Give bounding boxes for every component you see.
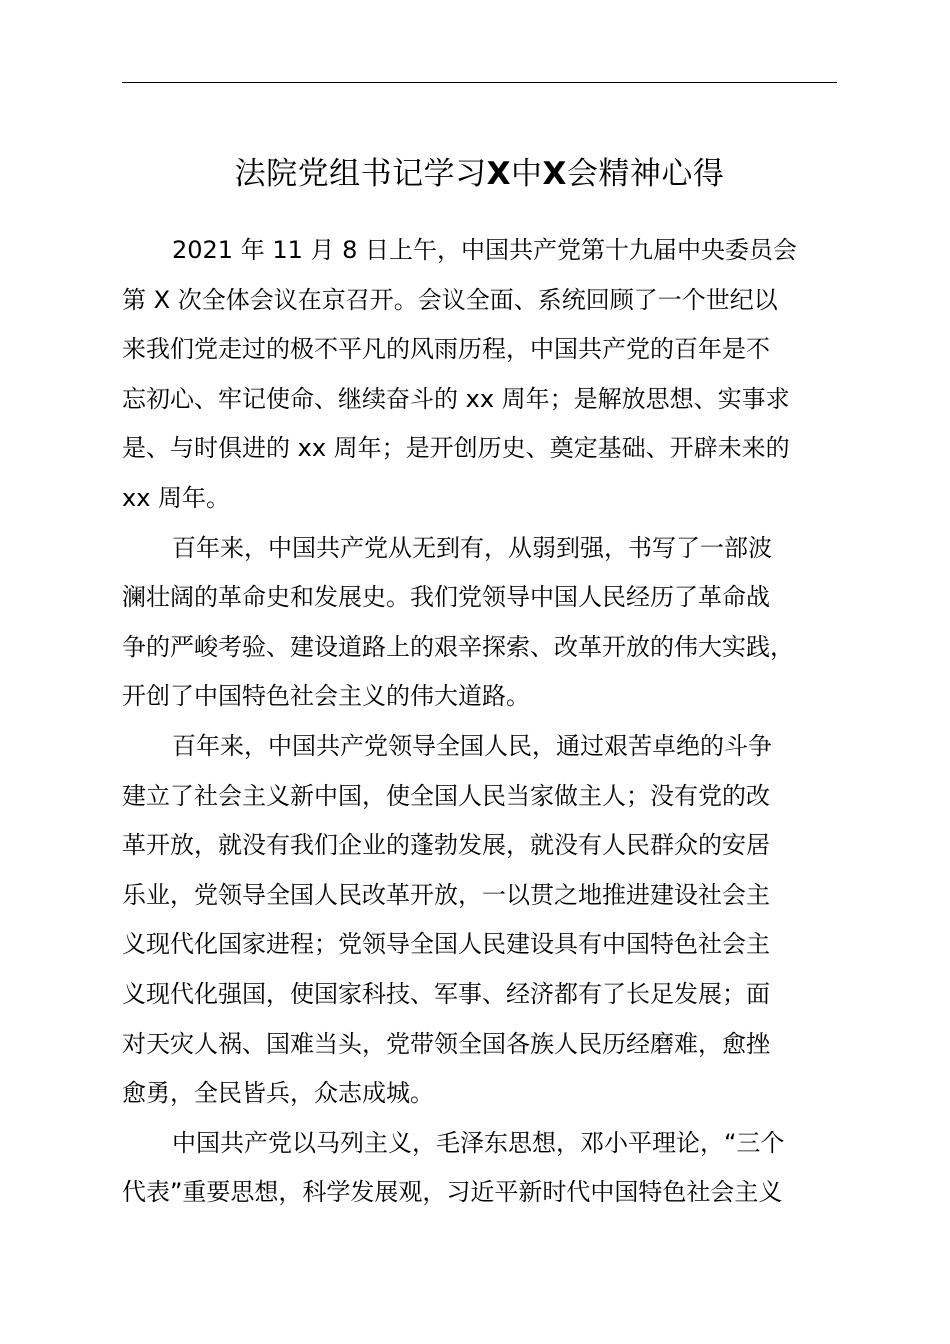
paragraph-line: 建立了社会主义新中国，使全国人民当家做主人；没有党的改 xyxy=(122,781,770,810)
paragraph-line: 义现代化国家进程；党领导全国人民建设具有中国特色社会主 xyxy=(122,930,770,959)
paragraph-line: 百年来，中国共产党从无到有，从弱到强，书写了一部波 xyxy=(172,533,772,562)
paragraph-4 xyxy=(122,1119,837,1218)
paragraph-line: 对天灾人祸、国难当头，党带领全国各族人民历经磨难，愈挫 xyxy=(122,1029,770,1058)
paragraph-line: 义现代化强国，使国家科技、军事、经济都有了长足发展；面 xyxy=(122,979,770,1008)
title-part-2: 中 xyxy=(511,156,543,192)
paragraph-1 xyxy=(122,226,837,524)
paragraph-line: 中国共产党以马列主义，毛泽东思想，邓小平理论，“三个 xyxy=(172,1128,785,1157)
title-part-3: 会精神心得 xyxy=(566,156,725,192)
paragraph-line: 争的严峻考验、建设道路上的艰辛探索、改革开放的伟大实践， xyxy=(122,632,794,661)
paragraph-3 xyxy=(122,722,837,1119)
paragraph-line: 来我们党走过的极不平凡的风雨历程，中国共产党的百年是不 xyxy=(122,335,770,364)
title-x-2: X xyxy=(542,156,567,192)
paragraph-line: 第 X 次全体会议在京召开。会议全面、系统回顾了一个世纪以 xyxy=(122,285,778,314)
title-part-1: 法院党组书记学习 xyxy=(234,156,487,192)
document-title xyxy=(122,148,837,200)
paragraph-line: 百年来，中国共产党领导全国人民，通过艰苦卓绝的斗争 xyxy=(172,731,772,760)
paragraph-2 xyxy=(122,524,837,722)
header-rule xyxy=(122,82,837,83)
paragraph-line: xx 周年。 xyxy=(122,483,231,512)
document-body xyxy=(122,226,837,1218)
paragraph-line: 乐业，党领导全国人民改革开放，一以贯之地推进建设社会主 xyxy=(122,880,770,909)
title-x-1: X xyxy=(486,156,511,192)
paragraph-line: 2021 年 11 月 8 日上午，中国共产党第十九届中央委员会 xyxy=(172,236,798,264)
paragraph-line: 愈勇，全民皆兵，众志成城。 xyxy=(122,1079,434,1108)
paragraph-line: 开创了中国特色社会主义的伟大道路。 xyxy=(122,682,530,711)
paragraph-line: 代表”重要思想，科学发展观，习近平新时代中国特色社会主义 xyxy=(122,1178,783,1207)
paragraph-line: 革开放，就没有我们企业的蓬勃发展，就没有人民群众的安居 xyxy=(122,831,770,860)
paragraph-line: 是、与时俱进的 xx 周年；是开创历史、奠定基础、开辟未来的 xyxy=(122,434,790,463)
paragraph-line: 忘初心、牢记使命、继续奋斗的 xx 周年；是解放思想、实事求 xyxy=(122,384,790,413)
paragraph-line: 澜壮阔的革命史和发展史。我们党领导中国人民经历了革命战 xyxy=(122,583,770,612)
